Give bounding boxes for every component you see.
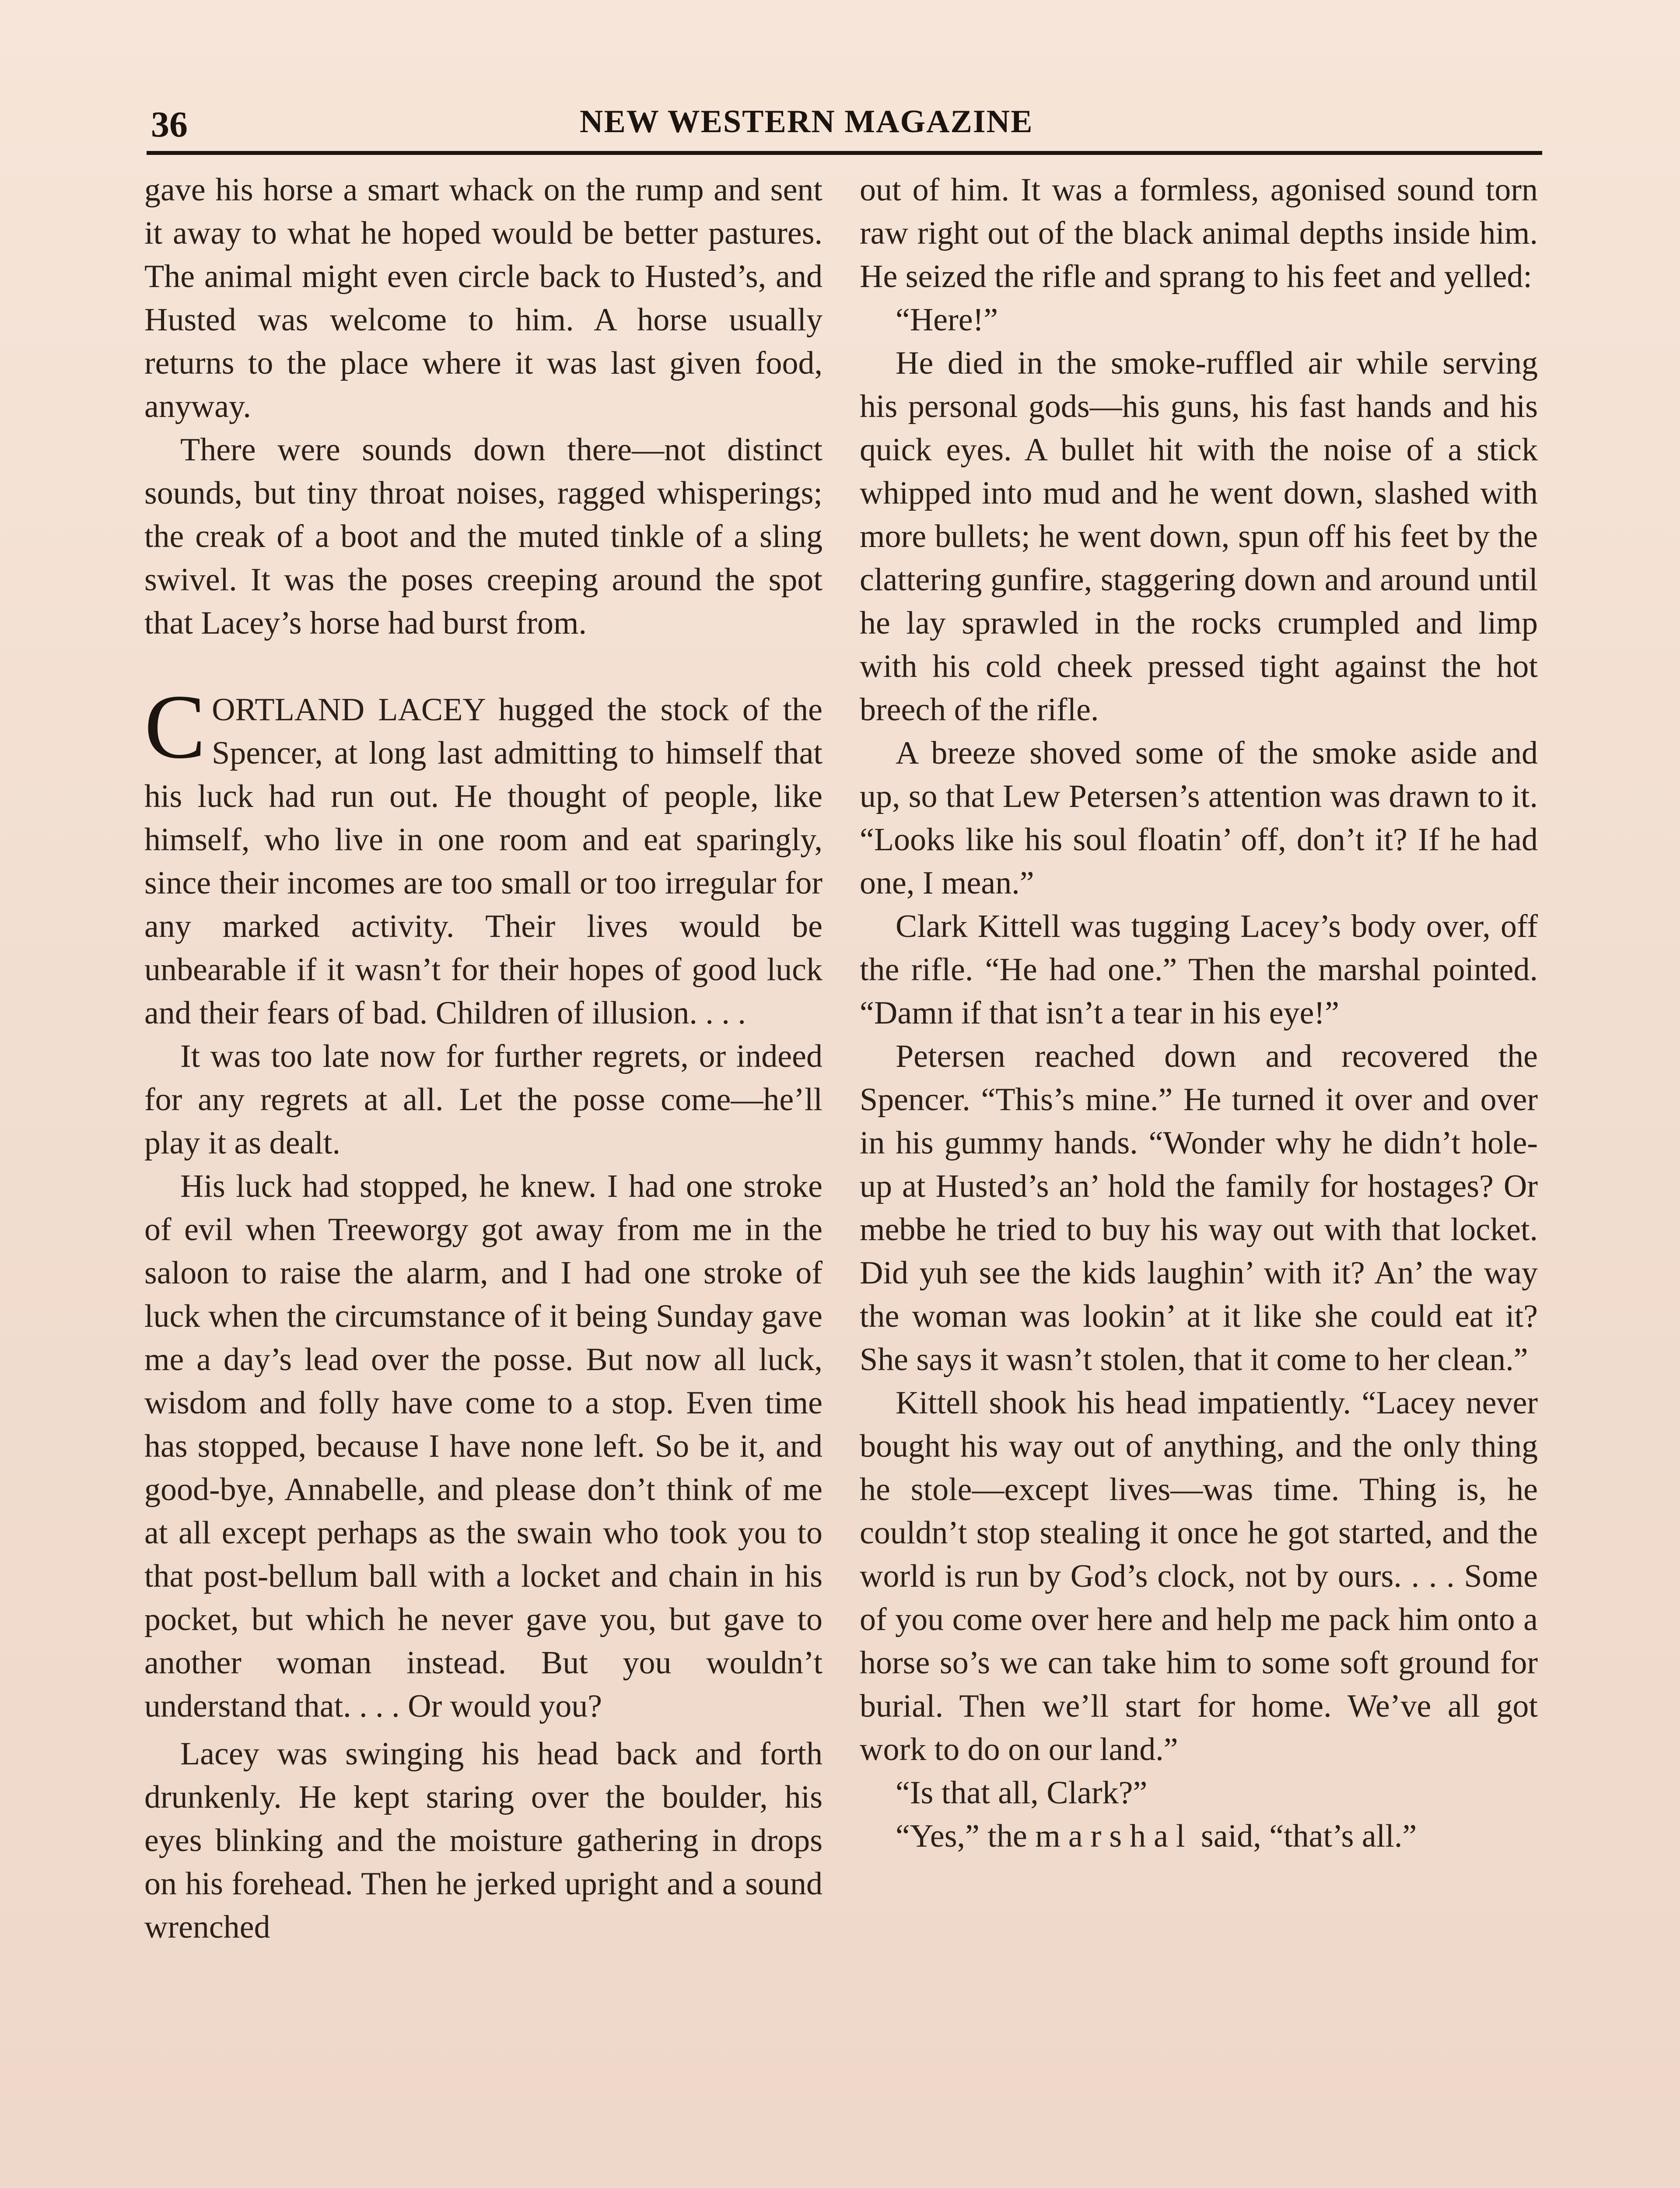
left-column <box>144 168 822 2188</box>
paragraph: There were sounds down there—not distinct sounds, but tiny throat noises, ragged whisperings; the creak of a boot and the muted tinkle of a sling swivel. It was the poses creeping around the spot that Lacey’s horse had burst from. <box>144 432 822 641</box>
paragraph <box>860 1815 1538 1858</box>
paragraph: out of him. It was a formless, agonised sound torn raw right out of the black animal depths inside him. He seized the rifle and sprang to his feet and yelled: <box>860 172 1538 295</box>
paragraph: His luck had stopped, he knew. I had one stroke of evil when Treeworgy got away from me in the saloon to raise the alarm, and I had one stroke of luck when the circumstance of it being Sunday gave me a day’s lead over the posse. But now all luck, wisdom and folly have come to a stop. Even time has stopped, because I have none left. So be it, and good-bye, Annabelle, and please don’t think of me at all except perhaps as the swain who took you to that post-bellum ball with a locket and chain in his pocket, but which he never gave you, but gave to another woman instead. But you wouldn’t understand that. . . . Or would you? <box>144 1168 822 1724</box>
magazine-title: NEW WESTERN MAGAZINE <box>580 104 1033 140</box>
paragraph: It was too late now for further regrets, or indeed for any regrets at all. Let the posse come—he’ll play it as dealt. <box>144 1038 822 1161</box>
paragraph: Clark Kittell was tugging Lacey’s body over, off the rifle. “He had one.” Then the marshal pointed. “Damn if that isn’t a tear in his eye!” <box>860 908 1538 1031</box>
header-rule <box>147 151 1542 155</box>
paragraph: gave his horse a smart whack on the rump and sent it away to what he hoped would be better pastures. The animal might even circle back to Husted’s, and Husted was welcome to him. A horse usually returns to the place where it was last given food, anyway. <box>144 172 822 424</box>
paragraph: Petersen reached down and recovered the Spencer. “This’s mine.” He turned it over and over in his gummy hands. “Wonder why he didn’t hole-up at Husted’s an’ hold the family for hostages? Or mebbe he tried to buy his way out with that locket. Did yuh see the kids laughin’ with it? An’ the way the woman was lookin’ at it like she could eat it? She says it wasn’t stolen, that it come to her clean.” <box>860 1038 1538 1378</box>
paragraph: Kittell shook his head impatiently. “Lacey never bought his way out of anything, and the only thing he stole—except lives—was time. Thing is, he couldn’t stop stealing it once he got started, and the world is run by God’s clock, not by ours. . . . Some of you come over here and help me pack him onto a horse so’s we can take him to some soft ground for burial. Then we’ll start for home. We’ve all got work to do on our land.” <box>860 1385 1538 1767</box>
spaced-word: marshal <box>1035 1818 1193 1854</box>
section-start-paragraph <box>144 676 822 1035</box>
right-column <box>860 168 1538 2188</box>
page-number: 36 <box>151 104 188 145</box>
paragraph: Lacey was swinging his head back and forth drunkenly. He kept staring over the boulder, his eyes blinking and the moisture gathering in drops on his forehead. Then he jerked upright and a sound wrenched <box>144 1736 822 1945</box>
paragraph-text: “Yes,” the <box>896 1818 1036 1854</box>
drop-cap: C <box>144 676 206 778</box>
page-header <box>147 100 1542 148</box>
paragraph: “Is that all, Clark?” <box>896 1775 1148 1811</box>
paragraph-text: said, “that’s all.” <box>1193 1818 1417 1854</box>
paragraph: He died in the smoke-ruffled air while serving his personal gods—his guns, his fast hands and his quick eyes. A bullet hit with the noise of a stick whipped into mud and he went down, slashed with more bullets; he went down, spun off his feet by the clattering gunfire, staggering down and around until he lay sprawled in the rocks crumpled and limp with his cold cheek pressed tight against the hot breech of the rifle. <box>860 345 1538 728</box>
paragraph: “Here!” <box>896 302 998 338</box>
paragraph-text: ORTLAND LACEY hugged the stock of the Spencer, at long last admitting to himself that his luck had run out. He thought of people, like himself, who live in one room and eat sparingly, since their incomes are too small or too irregular for any marked activity. Their lives would be unbearable if it wasn’t for their hopes of good luck and their fears of bad. Children of illusion. . . . <box>144 692 822 1031</box>
paragraph: A breeze shoved some of the smoke aside and up, so that Lew Petersen’s attention was drawn to it. “Looks like his soul floatin’ off, don’t it? If he had one, I mean.” <box>860 735 1538 901</box>
